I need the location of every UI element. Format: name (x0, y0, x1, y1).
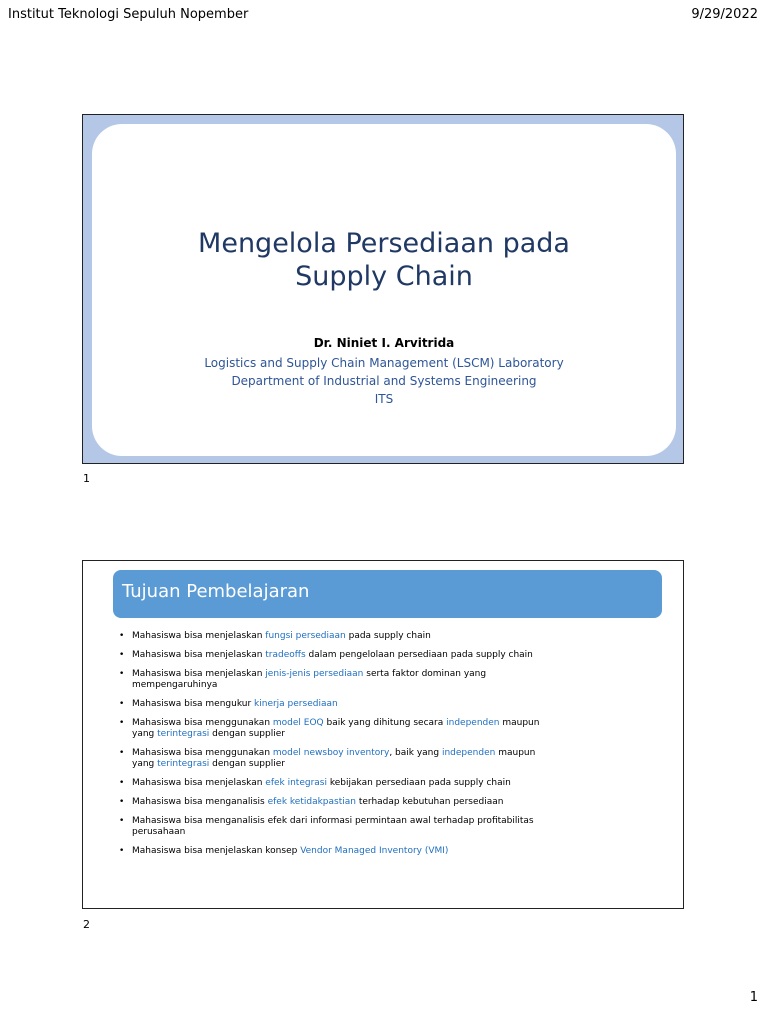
affiliation-institution: ITS (374, 392, 394, 406)
objective-item: • Mahasiswa bisa menjelaskan jenis-jenis persediaan serta faktor dominan yang mempengaruhinya (119, 669, 487, 690)
page-number: 1 (749, 990, 758, 1005)
objective-item: • Mahasiswa bisa mengukur kinerja persediaan (119, 699, 338, 709)
objective-item: • Mahasiswa bisa menganalisis efek dari informasi permintaan awal terhadap profitabilitas perusahaan (119, 816, 534, 837)
bullet-icon: • (119, 699, 125, 709)
document-header-date: 9/29/2022 (691, 7, 758, 22)
bullet-icon: • (119, 846, 125, 856)
slide-2-number: 2 (83, 918, 90, 931)
slide-1-content (92, 124, 676, 456)
bullet-icon: • (119, 778, 125, 788)
objective-item: • Mahasiswa bisa menjelaskan efek integrasi kebijakan persediaan pada supply chain (119, 778, 511, 788)
objective-item: • Mahasiswa bisa menggunakan model newsboy inventory, baik yang independen maupun yang terintegrasi dengan supplier (119, 748, 536, 769)
affiliation-lab: Logistics and Supply Chain Management (LSCM) Laboratory (204, 356, 564, 370)
bullet-icon: • (119, 718, 125, 728)
bullet-icon: • (119, 669, 125, 679)
author-name: Dr. Niniet I. Arvitrida (313, 336, 455, 350)
title-line-2: Supply Chain (295, 261, 473, 292)
affiliation-department: Department of Industrial and Systems Engineering (231, 374, 537, 388)
learning-objectives-list (119, 631, 559, 865)
slide-1-number: 1 (83, 472, 90, 485)
slide-2-title: Tujuan Pembelajaran (122, 581, 310, 602)
slide-2-title-banner (113, 570, 662, 618)
slide-1-title (92, 227, 676, 293)
objective-item: • Mahasiswa bisa menggunakan model EOQ baik yang dihitung secara independen maupun yang terintegrasi dengan supplier (119, 718, 540, 739)
objective-item: • Mahasiswa bisa menganalisis efek ketidakpastian terhadap kebutuhan persediaan (119, 797, 504, 807)
bullet-icon: • (119, 816, 125, 826)
affiliation (92, 354, 676, 408)
slide-1 (82, 114, 684, 464)
objective-item: • Mahasiswa bisa menjelaskan tradeoffs dalam pengelolaan persediaan pada supply chain (119, 650, 533, 660)
objective-item: • Mahasiswa bisa menjelaskan konsep Vendor Managed Inventory (VMI) (119, 846, 449, 856)
bullet-icon: • (119, 650, 125, 660)
bullet-icon: • (119, 748, 125, 758)
bullet-icon: • (119, 797, 125, 807)
title-line-1: Mengelola Persediaan pada (198, 228, 570, 259)
bullet-icon: • (119, 631, 125, 641)
slide-2 (82, 560, 684, 909)
objective-item: • Mahasiswa bisa menjelaskan fungsi persediaan pada supply chain (119, 631, 431, 641)
document-header-institution: Institut Teknologi Sepuluh Nopember (8, 7, 249, 22)
